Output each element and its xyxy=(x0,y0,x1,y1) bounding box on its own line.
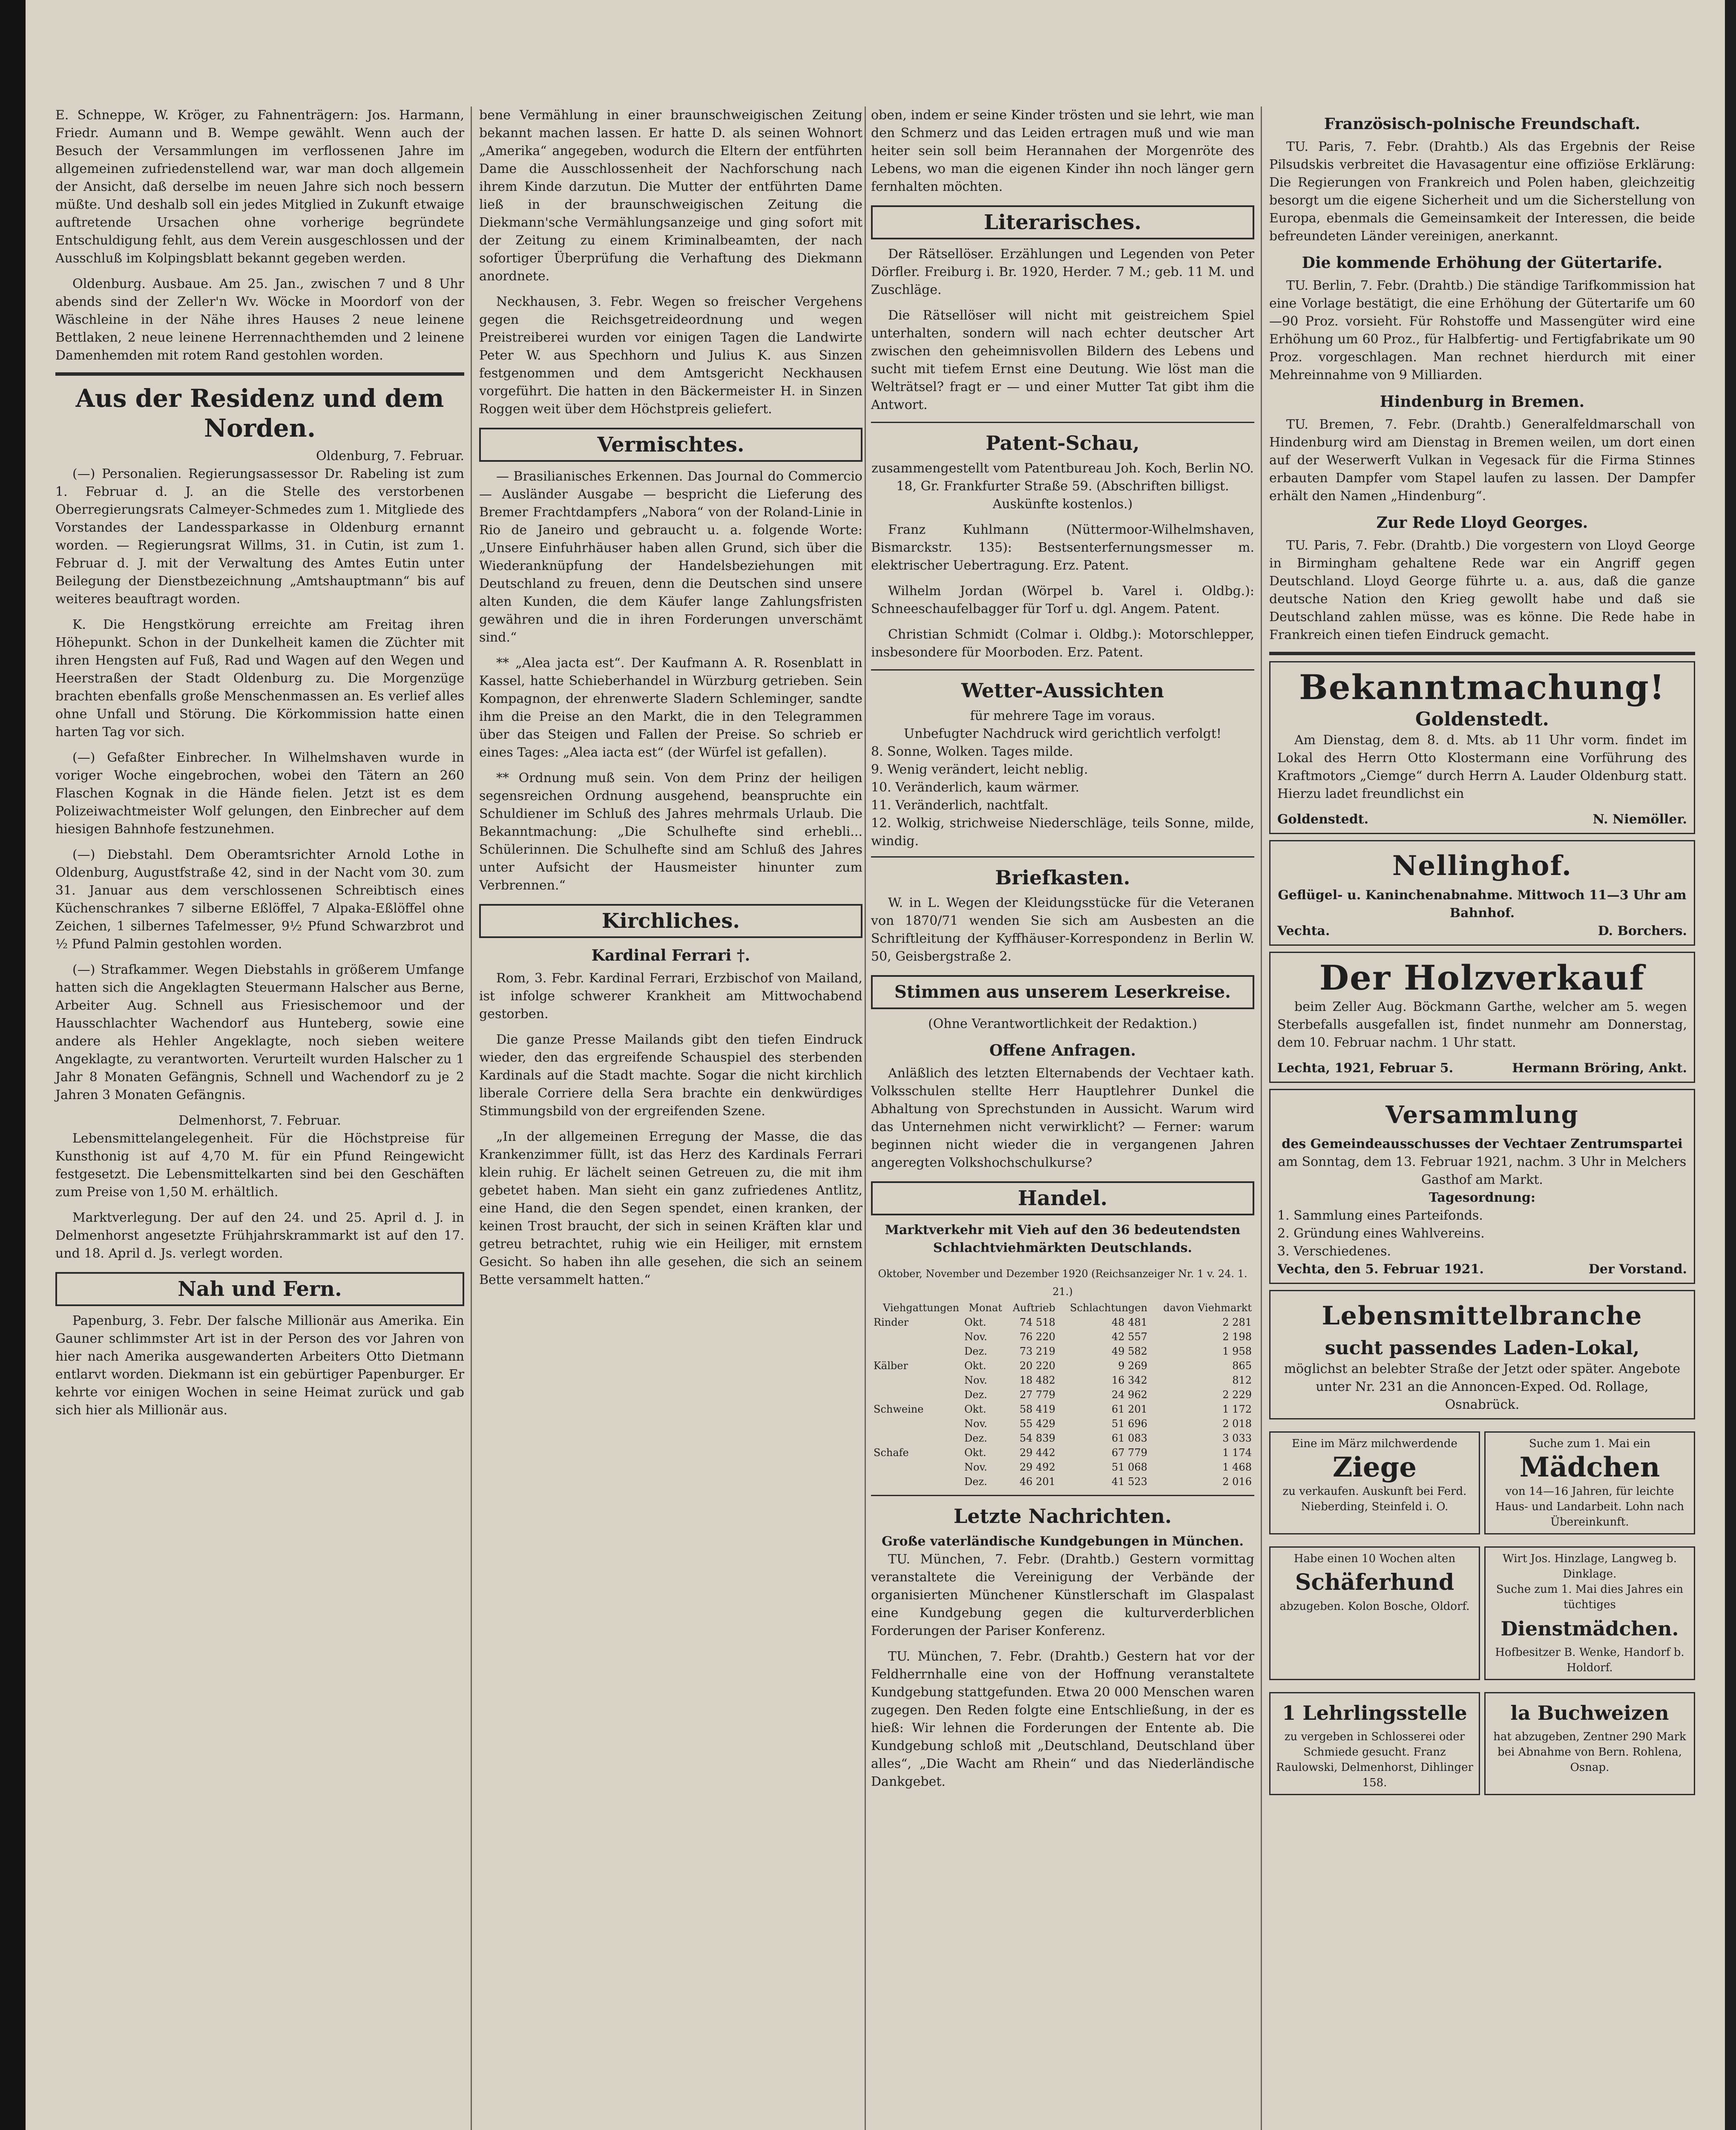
ad-text: beim Zeller Aug. Böckmann Garthe, welcher am 5. wegen Sterbefalls ausgefallen ist, findet nunmehr am Donnerstag, dem 10. Februar nachm. 1 Uhr statt. xyxy=(1277,999,1687,1050)
article-text: Christian Schmidt (Colmar i. Oldbg.): Motorschlepper, insbesondere für Moorboden. Erz. Patent. xyxy=(871,627,1254,660)
advertisement-schaeferhund xyxy=(1269,1546,1480,1680)
table-cell: 27 779 xyxy=(1019,1389,1055,1401)
advertisement-dienstmaedchen xyxy=(1484,1546,1695,1680)
ad-signature-left: Lechta, 1921, Februar 5. xyxy=(1277,1061,1454,1076)
advertisement-bekanntmachung xyxy=(1269,661,1695,834)
ad-title: Der Holzverkauf xyxy=(1319,958,1645,998)
divider xyxy=(871,669,1254,671)
table-cell: 16 342 xyxy=(1111,1374,1147,1386)
section-heading-wetter: Wetter-Aussichten xyxy=(961,679,1164,702)
ad-signature-right: N. Niemöller. xyxy=(1592,812,1687,827)
section-heading-literarisches: Literarisches. xyxy=(983,210,1142,234)
section-heading-vermischtes: Vermischtes. xyxy=(597,433,744,457)
article-text: (—) Personalien. Regierungsassessor Dr. Rabeling ist zum 1. Februar d. J. an die Stelle des verstorbenen Oberregierungsrats Calmeyer-Schmedes zum 1. Mitgliede des Vorstandes der Landessparkasse in Oldenburg ernannt worden. — Regierungsrat Willms, 31. in Cutin, ist zum 1. Februar d. J. mit der Verwaltung des Amtes Eutin unter Beilegung der Dienstbezeichnung „Amtshauptmann“ bis auf weiteres beauftragt worden. xyxy=(55,466,464,607)
article-text: „In der allgemeinen Erregung der Masse, die das Krankenzimmer füllt, ist das Herz des Kardinals Ferrari klein ruhig. Er lächelt seinen Getreuen zu, die mit ihm gebetet haben. Man sieht ein ganz zufriedenes Antlitz, eine Hand, die den Segen spendet, einen kranken, der keinen Trost braucht, der sich in seinen Kräften klar und getreu betrachtet, ruhig wie ein Heiliger, mit ernstem Gesicht. So haben ihn alle gesehen, die sich an seinem Bette versammelt hatten.“ xyxy=(479,1129,862,1287)
ad-text: abzugeben. Kolon Bosche, Oldorf. xyxy=(1279,1600,1470,1613)
article-text: — Brasilianisches Erkennen. Das Journal do Commercio — Ausländer Ausgabe — bespricht die Lieferung des Bremer Frachtdampfers „Nabora“ von der Roland-Linie in Rio de Janeiro und gebraucht u. a. folgende Worte: „Unsere Einfuhrhäuser haben allen Grund, sich über die Wiederanknüpfung der Handelsbeziehungen mit Deutschland zu freuen, denn die Deutschen sind unsere alten Kunden, die dem Käufer lange Zahlungsfristen gewähren und die in ihren Forderungen unverschämt sind.“ xyxy=(479,469,862,645)
table-cell: 46 201 xyxy=(1019,1476,1055,1488)
table-cell: 74 518 xyxy=(1019,1316,1055,1328)
table-cell: 41 523 xyxy=(1111,1476,1147,1488)
table-cell: 54 839 xyxy=(1019,1432,1055,1444)
article-text: Wilhelm Jordan (Wörpel b. Varel i. Oldbg.): Schneeschaufelbagger für Torf u. dgl. Angem. Patent. xyxy=(871,584,1254,616)
table-cell: Nov. xyxy=(964,1331,987,1343)
advertisement-ziege xyxy=(1269,1431,1480,1534)
advertisement-lebensmittel xyxy=(1269,1290,1695,1419)
ad-signature xyxy=(1277,1059,1687,1077)
table-cell: Schweine xyxy=(874,1403,924,1415)
table-cell: 3 033 xyxy=(1222,1432,1252,1444)
column-rule xyxy=(1261,106,1262,2130)
table-row xyxy=(871,1330,1254,1344)
article-headline: Französisch-polnische Freundschaft. xyxy=(1324,115,1641,133)
article-text: Rom, 3. Febr. Kardinal Ferrari, Erzbischof von Mailand, ist infolge schwerer Krankheit am Mittwochabend gestorben. xyxy=(479,971,862,1022)
table-cell: 1 172 xyxy=(1222,1403,1252,1415)
table-cell: Dez. xyxy=(964,1389,987,1401)
article-text: TU. München, 7. Febr. (Drahtb.) Gestern hat vor der Feldherrnhalle eine von der Hoffnung veranstaltete Kundgebung stattgefunden. Etwa 20 000 Menschen waren zugegen. Den Reden folgte eine Entschließung, in der es hieß: Wir lehnen die Forderungen der Entente ab. Die Kundgebung schloß mit „Deutschland, Deutschland über alles“, „Die Wacht am Rhein“ und das Niederländische Dankgebet. xyxy=(871,1649,1254,1789)
ad-text: Wirt Jos. Hinzlage, Langweg b. Dinklage. xyxy=(1502,1552,1677,1580)
table-cell: 51 068 xyxy=(1111,1461,1147,1473)
table-cell xyxy=(871,1387,962,1402)
agenda-item: 2. Gründung eines Wahlvereins. xyxy=(1277,1226,1485,1241)
article-text: TU. Paris, 7. Febr. (Drahtb.) Die vorgestern von Lloyd George in Birmingham gehaltene Rede war ein Angriff gegen Deutschland. Lloyd George führte u. a. aus, daß die ganze deutsche Nation den Krieg gewollt habe und daß sie Deutschland zahlen müsse, was es könne. Die Rede habe in Frankreich einen tiefen Eindruck gemacht. xyxy=(1269,538,1695,642)
section-heading-box xyxy=(55,1272,464,1306)
ad-text: zu vergeben in Schlosserei oder Schmiede gesucht. Franz Raulowski, Delmenhorst, Dihlinger 158. xyxy=(1276,1730,1473,1789)
article-text: Franz Kuhlmann (Nüttermoor-Wilhelmshaven, Bismarckstr. 135): Bestsenterfernungsmesser m. elektrischer Uebertragung. Erz. Patent. xyxy=(871,522,1254,573)
advertisement-buchweizen xyxy=(1484,1692,1695,1795)
weather-line: 8. Sonne, Wolken. Tages milde. xyxy=(871,744,1073,759)
article-text: Neckhausen, 3. Febr. Wegen so freischer Vergehens gegen die Reichsgetreideordnung und wegen Preistreiberei wurden vor einigen Tagen die Landwirte Peter W. aus Spechhorn und Julius K. aus Sinzen festgenommen und dem Amtsgericht Neckhausen vorgeführt. Die hatten in den Bäckermeister H. in Sinzen Roggen weit über dem Höchstpreis geliefert. xyxy=(479,294,862,417)
market-table xyxy=(871,1301,1254,1489)
table-cell: Kälber xyxy=(874,1360,908,1372)
table-cell: 55 429 xyxy=(1019,1418,1055,1430)
article-headline: Die kommende Erhöhung der Gütertarife. xyxy=(1302,254,1663,272)
article-text: (—) Gefaßter Einbrecher. In Wilhelmshaven wurde in voriger Woche eingebrochen, wobei den Tätern an 260 Flaschen Kognak in die Hände fielen. Jetzt ist es dem Polizeiwachtmeister Wolf gelungen, den Einbrecher auf dem hiesigen Bahnhofe festzunehmen. xyxy=(55,750,464,837)
table-cell: Rinder xyxy=(874,1316,909,1328)
article-text: TU. München, 7. Febr. (Drahtb.) Gestern vormittag veranstaltete die Vereinigung der Verbände der organisierten Münchener Künstlerschaft im Glaspalast eine Kundgebung gegen die kulturverderblichen Forderungen der Pariser Konferenz. xyxy=(871,1552,1254,1638)
ad-text: möglichst an belebter Straße der Jetzt oder später. Angebote unter Nr. 231 an die Annoncen-Exped. Od. Rollage, Osnabrück. xyxy=(1284,1361,1681,1412)
table-cell: Okt. xyxy=(964,1316,986,1328)
ad-signature xyxy=(1277,1261,1687,1278)
ad-title: Bekanntmachung! xyxy=(1299,667,1665,707)
ad-subtitle: sucht passendes Laden-Lokal, xyxy=(1325,1337,1640,1359)
ad-title: Schäferhund xyxy=(1295,1569,1454,1595)
table-cell: 24 962 xyxy=(1111,1389,1147,1401)
section-divider xyxy=(55,372,464,376)
table-row xyxy=(871,1344,1254,1359)
section-heading-letzte: Letzte Nachrichten. xyxy=(954,1505,1172,1528)
weather-line: 12. Wolkig, strichweise Niederschläge, teils Sonne, milde, windig. xyxy=(871,816,1254,849)
weather-line: 11. Veränderlich, nachtfalt. xyxy=(871,798,1049,813)
subheading: Große vaterländische Kundgebungen in München. xyxy=(882,1534,1244,1549)
article-text: bene Vermählung in einer braunschweigischen Zeitung bekannt machen lassen. Er hatte D. als seinen Wohnort „Amerika“ angegeben, wodurch die Eltern der entführten Dame die Ausschlossenheit der Nachforschung nach ihrem Kinde darzutun. Die Mutter der entführten Dame ließ in der braunschweigischen Zeitung die Diekmann'sche Vermählungsanzeige und ging sofort mit der Zeitung zu einem Kriminalbeamten, der nach sofortiger Überprüfung die Verhaftung des Diekmann anordnete. xyxy=(479,108,862,284)
column-rule xyxy=(471,106,472,2130)
subheading: (Ohne Verantwortlichkeit der Redaktion.) xyxy=(928,1016,1197,1031)
ad-subtitle: des Gemeindeausschusses der Vechtaer Zentrumspartei xyxy=(1282,1137,1683,1151)
article-text: K. Die Hengstkörung erreichte am Freitag ihren Höhepunkt. Schon in der Dunkelheit kamen die Züchter mit ihren Hengsten auf Fuß, Rad und Wagen auf den Wegen und Heerstraßen der Stadt Oldenburg zu. Die Morgenzüge brachten ebenfalls große Menschenmassen an. Es verlief alles ohne Unfall und Störung. Die Körkommission hatte einen harten Tag vor sich. xyxy=(55,617,464,740)
article-headline: Zur Rede Lloyd Georges. xyxy=(1376,514,1588,532)
agenda-item: 3. Verschiedenes. xyxy=(1277,1244,1391,1259)
table-cell: 58 419 xyxy=(1019,1403,1055,1415)
subheading: Marktverkehr mit Vieh auf den 36 bedeutendsten Schlachtviehmärkten Deutschlands. xyxy=(885,1223,1241,1255)
newspaper-page xyxy=(26,0,1725,2130)
table-cell: Schafe xyxy=(874,1447,909,1459)
article-text: Oldenburg. Ausbaue. Am 25. Jan., zwischen 7 und 8 Uhr abends sind der Zeller'n Wv. Wöcke in Moordorf von der Wäschleine in der Nähe ihres Hauses 2 neue leinene Bettlaken, 2 neue leinene Herrennachthemden und 2 leinene Damenhemden mit rotem Rand gestohlen worden. xyxy=(55,276,464,363)
table-row xyxy=(871,1402,1254,1416)
ad-text: Suche zum 1. Mai ein xyxy=(1529,1437,1651,1450)
article-text: (—) Diebstahl. Dem Oberamtsrichter Arnold Lothe in Oldenburg, Augustfstraße 42, sind in der Nacht vom 30. zum 31. Januar aus dem verschlossenen Schreibtisch eines Küchenschrankes 7 silberne Eßlöffel, 7 Alpaka-Eßlöffel ohne Zeichen, 1 silbernes Tafelmesser, 9½ Pfund Schwarzbrot und ½ Pfund Palmin gestohlen worden. xyxy=(55,847,464,952)
table-row xyxy=(871,1416,1254,1431)
advertisement-nellinghof xyxy=(1269,840,1695,946)
section-heading-kirchliches: Kirchliches. xyxy=(601,909,740,933)
ad-title: la Buchweizen xyxy=(1510,1701,1669,1724)
ad-title: Nellinghof. xyxy=(1392,850,1572,882)
ad-signature-right: Hermann Bröring, Ankt. xyxy=(1512,1061,1687,1076)
table-header-cell: Schlachtungen xyxy=(1070,1302,1147,1314)
ad-text: zu verkaufen. Auskunft bei Ferd. Nieberding, Steinfeld i. O. xyxy=(1282,1485,1467,1513)
article-text: Die Rätsellöser will nicht mit geistreichem Spiel unterhalten, sondern will nach echter deutscher Art zwischen den geheimnisvollen Bildern des Lebens und sucht mit tiefem Ernst eine Deutung. Wie löst man die Welträtsel? fragt er — und einer Mutter Tat gibt ihm die Antwort. xyxy=(871,308,1254,412)
table-header-cell: Monat xyxy=(969,1302,1002,1314)
ad-text: Eine im März milchwerdende xyxy=(1292,1437,1457,1450)
column-3 xyxy=(871,106,1254,1799)
column-4 xyxy=(1269,106,1695,1801)
ad-text: Hofbesitzer B. Wenke, Handorf b. Holdorf. xyxy=(1495,1646,1684,1674)
table-cell: 2 281 xyxy=(1222,1316,1252,1328)
article-text: Der Rätsellöser. Erzählungen und Legenden von Peter Dörfler. Freiburg i. Br. 1920, Herder. 7 M.; geb. 11 M. und Zuschläge. xyxy=(871,247,1254,297)
section-heading-patent: Patent-Schau, xyxy=(986,432,1140,455)
table-cell: Okt. xyxy=(964,1403,986,1415)
section-heading-residenz: Aus der Residenz und dem Norden. xyxy=(75,384,444,443)
ad-text: hat abzugeben, Zentner 290 Mark bei Abnahme von Bern. Rohlena, Osnap. xyxy=(1493,1730,1686,1774)
table-cell: 73 219 xyxy=(1019,1345,1055,1357)
ad-text: Habe einen 10 Wochen alten xyxy=(1293,1552,1456,1565)
table-cell: 2 018 xyxy=(1222,1418,1252,1430)
divider xyxy=(871,856,1254,858)
table-row xyxy=(871,1387,1254,1402)
table-cell: 48 481 xyxy=(1111,1316,1147,1328)
ad-subtitle: Goldenstedt. xyxy=(1415,708,1549,730)
article-text: TU. Bremen, 7. Febr. (Drahtb.) Generalfeldmarschall von Hindenburg wird am Dienstag in Bremen weilen, um dort einen auf der Weserwerft Vulkan in Vegesack für die Firma Stinnes erbauten Dampfer vom Stapel laufen zu lassen. Der Dampfer erhält den Namen „Hindenburg“. xyxy=(1269,417,1695,504)
table-cell: 49 582 xyxy=(1111,1345,1147,1357)
ad-text: Suche zum 1. Mai dies Jahres ein tüchtiges xyxy=(1496,1583,1684,1611)
dateline: Delmenhorst, 7. Februar. xyxy=(178,1113,341,1128)
table-cell: 865 xyxy=(1232,1360,1252,1372)
ad-title: Dienstmädchen. xyxy=(1500,1617,1679,1640)
ad-text: Geflügel- u. Kaninchenabnahme. Mittwoch 11—3 Uhr am Bahnhof. xyxy=(1278,888,1687,921)
ad-title: Versammlung xyxy=(1385,1101,1579,1129)
table-cell xyxy=(871,1474,962,1489)
table-cell: 2 016 xyxy=(1222,1476,1252,1488)
article-text: W. in L. Wegen der Kleidungsstücke für die Veteranen von 1870/71 wenden Sie sich am Ausbesten an die Schriftleitung der Kyffhäuser-Korrespondenz in Berlin W. 50, Geisbergstraße 2. xyxy=(871,895,1254,964)
ad-title: 1 Lehrlingsstelle xyxy=(1282,1701,1467,1724)
table-cell: 42 557 xyxy=(1111,1331,1147,1343)
weather-line: 9. Wenig verändert, leicht neblig. xyxy=(871,762,1088,777)
section-heading-box xyxy=(479,428,862,462)
table-row xyxy=(871,1431,1254,1445)
table-cell xyxy=(871,1330,962,1344)
column-2 xyxy=(479,106,862,1297)
divider xyxy=(871,1495,1254,1496)
table-cell: 51 696 xyxy=(1111,1418,1147,1430)
ad-title: Mädchen xyxy=(1519,1451,1660,1483)
table-cell: 2 198 xyxy=(1222,1331,1252,1343)
table-cell: 76 220 xyxy=(1019,1331,1055,1343)
article-text: Anläßlich des letzten Elternabends der Vechtaer kath. Volksschulen stellte Herr Hauptlehrer Dunkel die Abhaltung von Sprechstunden in Aussicht. Warum wird das Unternehmen nicht verwirklicht? — Ferner: warum beginnen nicht wieder die in vergangenen Jahren angeregten Volkshochschulkurse? xyxy=(871,1066,1254,1170)
table-cell: Dez. xyxy=(964,1345,987,1357)
table-cell: 20 220 xyxy=(1019,1360,1055,1372)
article-text: Lebensmittelangelegenheit. Für die Höchstpreise für Kunsthonig ist auf 4,70 M. für ein Pfund Reingewicht festgesetzt. Die Lebensmittelkarten sind bei den Geschäften zum Preise von 1,50 M. erhältlich. xyxy=(55,1131,464,1200)
article-text: (—) Strafkammer. Wegen Diebstahls in größerem Umfange hatten sich die Angeklagten Steuermann Halscher aus Berne, Arbeiter Aug. Schnell aus Friesischemoor und der Hausschlachter Wachendorf aus Hunteberg, sowie eine andere als Hehler Angeklagte, noch sieben weitere Angeklagte, zu verantworten. Verurteilt wurden Halscher zu 1 Jahr 8 Monaten Gefängnis, Schnell und Wachendorf zu je 2 Jahren 3 Monaten Gefängnis. xyxy=(55,962,464,1102)
table-cell xyxy=(871,1431,962,1445)
ad-signature-right: Der Vorstand. xyxy=(1588,1262,1687,1277)
table-row xyxy=(871,1315,1254,1330)
table-cell: Nov. xyxy=(964,1461,987,1473)
subheading: Oktober, November und Dezember 1920 (Reichsanzeiger Nr. 1 v. 24. 1. 21.) xyxy=(878,1268,1247,1298)
ad-signature-left: Vechta. xyxy=(1277,924,1330,938)
table-header-cell: Auftrieb xyxy=(1012,1302,1055,1314)
table-row xyxy=(871,1445,1254,1460)
article-text: Die ganze Presse Mailands gibt den tiefen Eindruck wieder, den das ergreifende Schauspiel des sterbenden Kardinals auf die Stadt machte. Sogar die nicht kirchlich liberale Corriere della Sera brachte ein denkwürdiges Stimmungsbild von der ergreifenden Szene. xyxy=(479,1032,862,1119)
advertisement-lehrlingsstelle xyxy=(1269,1692,1480,1795)
section-heading-handel: Handel. xyxy=(1017,1186,1108,1210)
ad-signature xyxy=(1277,811,1687,829)
table-cell: 67 779 xyxy=(1111,1447,1147,1459)
table-header-row xyxy=(871,1301,1254,1315)
table-cell: Nov. xyxy=(964,1418,987,1430)
article-text: TU. Paris, 7. Febr. (Drahtb.) Als das Ergebnis der Reise Pilsudskis verbreitet die Havasagentur eine offiziöse Erklärung: Die Regierungen von Frankreich und Polen haben, gleichzeitig besorgt um die eigene Sicherheit und um die Sicherstellung von Europa, ebenmals die Gemeinsamkeit der Interessen, die beide befreundeten Länder vereinigen, anerkannt. xyxy=(1269,139,1695,244)
table-row xyxy=(871,1373,1254,1387)
table-cell: 29 492 xyxy=(1019,1461,1055,1473)
subheading: zusammengestellt vom Patentbureau Joh. Koch, Berlin NO. 18, Gr. Frankfurter Straße 59. (Abschriften billigst. Auskünfte kostenlos.) xyxy=(871,461,1254,512)
divider xyxy=(871,422,1254,423)
agenda-item: 1. Sammlung eines Parteifonds. xyxy=(1277,1208,1483,1223)
ad-title: Lebensmittelbranche xyxy=(1322,1301,1643,1331)
table-cell: 1 958 xyxy=(1222,1345,1252,1357)
subheading: für mehrere Tage im voraus. xyxy=(970,708,1155,723)
table-cell xyxy=(871,1344,962,1359)
article-text: E. Schneppe, W. Kröger, zu Fahnenträgern: Jos. Harmann, Friedr. Aumann und B. Wempe gewählt. Wenn auch der Besuch der Versammlungen im verflossenen Jahre im allgemeinen zufriedenstellend war, war man doch allgemein der Ansicht, daß derselbe im neuen Jahre sich noch bessern müßte. Und deshalb soll ein jedes Mitglied in Zukunft etwaige auftretende Ursachen ohne vorherige begründete Entschuldigung fehlt, aus dem Verein ausgeschlossen und der Ausschluß im Kolpingsblatt bekannt gegeben werden. xyxy=(55,108,464,266)
table-cell: Okt. xyxy=(964,1360,986,1372)
table-header-cell: Viehgattungen xyxy=(882,1302,960,1314)
ad-signature-left: Goldenstedt. xyxy=(1277,812,1369,827)
note: Unbefugter Nachdruck wird gerichtlich verfolgt! xyxy=(904,726,1222,741)
table-cell: 61 201 xyxy=(1111,1403,1147,1415)
column-1 xyxy=(55,106,464,1427)
small-ads-row xyxy=(1269,1425,1695,1540)
table-row xyxy=(871,1359,1254,1373)
table-cell: 2 229 xyxy=(1222,1389,1252,1401)
section-heading-stimmen: Stimmen aus unserem Leserkreise. xyxy=(894,982,1231,1002)
section-heading-briefkasten: Briefkasten. xyxy=(995,866,1130,889)
ad-signature-right: D. Borchers. xyxy=(1598,924,1687,938)
table-cell: Nov. xyxy=(964,1374,987,1386)
section-heading-box xyxy=(871,975,1254,1009)
article-text: oben, indem er seine Kinder trösten und sie lehrt, wie man den Schmerz und das Leiden ertragen muß und wie man heiter sein soll beim Herannahen der Morgenröte des Lebens, wo man die eigenen Kinder ihn noch länger gern fernhalten möchten. xyxy=(871,108,1254,194)
table-cell: 29 442 xyxy=(1019,1447,1055,1459)
section-heading-box xyxy=(479,904,862,938)
table-cell: 9 269 xyxy=(1118,1360,1147,1372)
dateline: Oldenburg, 7. Februar. xyxy=(316,449,464,463)
section-heading-box xyxy=(871,1181,1254,1215)
table-cell: Dez. xyxy=(964,1476,987,1488)
table-row xyxy=(871,1474,1254,1489)
article-text: Marktverlegung. Der auf den 24. und 25. April d. J. in Delmenhorst angesetzte Frühjahrskrammarkt ist auf den 17. und 18. April d. Js. verlegt worden. xyxy=(55,1210,464,1261)
advertisement-holzverkauf xyxy=(1269,952,1695,1083)
table-cell: Okt. xyxy=(964,1447,986,1459)
article-headline: Offene Anfragen. xyxy=(989,1042,1136,1059)
section-heading-nah-und-fern: Nah und Fern. xyxy=(178,1277,342,1301)
article-text: Papenburg, 3. Febr. Der falsche Millionär aus Amerika. Ein Gauner schlimmster Art ist in der Person des vor Jahren von hier nach Amerika ausgewanderten Arbeiters Otto Dietmann entlarvt worden. Diekmann ist ein gebürtiger Papenburger. Er kehrte vor einigen Wochen in seine Heimat zurück und gab sich hier als Millionär aus. xyxy=(55,1313,464,1418)
table-header-cell: davon Viehmarkt xyxy=(1163,1302,1252,1314)
small-ads-row xyxy=(1269,1686,1695,1801)
small-ads-row xyxy=(1269,1540,1695,1686)
article-text: TU. Berlin, 7. Febr. (Drahtb.) Die ständige Tarifkommission hat eine Vorlage bestätigt, die eine Erhöhung der Gütertarife um 60—90 Proz. vorsieht. Für Rohstoffe und Massengüter wird eine Erhöhung um 60 Proz., für Halbfertig- und Fertigfabrikate um 90 Proz. vorgeschlagen. Man rechnet hierdurch mit einer Mehreinnahme von 9 Milliarden. xyxy=(1269,278,1695,383)
table-cell xyxy=(871,1416,962,1431)
binding-gutter xyxy=(0,0,26,2130)
table-cell: 1 468 xyxy=(1222,1461,1252,1473)
ad-text: am Sonntag, dem 13. Februar 1921, nachm. 3 Uhr in Melchers Gasthof am Markt. xyxy=(1278,1154,1687,1187)
weather-line: 10. Veränderlich, kaum wärmer. xyxy=(871,780,1080,795)
article-headline: Kardinal Ferrari †. xyxy=(591,947,750,964)
table-cell: 812 xyxy=(1232,1374,1252,1386)
advertisement-versammlung xyxy=(1269,1089,1695,1284)
table-cell xyxy=(871,1373,962,1387)
ad-signature xyxy=(1277,922,1687,940)
table-row xyxy=(871,1460,1254,1474)
advertisement-maedchen xyxy=(1484,1431,1695,1534)
ad-signature-left: Vechta, den 5. Februar 1921. xyxy=(1277,1262,1484,1277)
table-cell xyxy=(871,1460,962,1474)
ad-text: Am Dienstag, dem 8. d. Mts. ab 11 Uhr vorm. findet im Lokal des Herrn Otto Klostermann eine Vorführung des Kraftmotors „Ciemge“ durch Herrn A. Lauder Oldenburg statt. Hierzu ladet freundlichst ein xyxy=(1277,733,1687,801)
table-cell: 18 482 xyxy=(1019,1374,1055,1386)
table-cell: 1 174 xyxy=(1222,1447,1252,1459)
article-headline: Hindenburg in Bremen. xyxy=(1380,393,1585,411)
article-text: ** Ordnung muß sein. Von dem Prinz der heiligen segensreichen Ordnung ausgehend, beanspruchte ein Schuldiener im Schluß des Jahres mehrmals Urlaub. Die Bekanntmachung: „Die Schulhefte sind erhebli... Schülerinnen. Die Schulhefte sind am Schluß des Jahres unter Aufsicht der Hausmeister hinunter zum Verbrennen.“ xyxy=(479,771,862,893)
agenda-title: Tagesordnung: xyxy=(1428,1190,1536,1205)
section-heading-box xyxy=(871,205,1254,239)
column-rule xyxy=(865,106,866,2130)
table-cell: 61 083 xyxy=(1111,1432,1147,1444)
section-divider xyxy=(1269,652,1695,655)
table-body xyxy=(871,1315,1254,1489)
ad-title: Ziege xyxy=(1332,1451,1417,1483)
table-cell: Dez. xyxy=(964,1432,987,1444)
article-text: ** „Alea jacta est“. Der Kaufmann A. R. Rosenblatt in Kassel, hatte Schieberhandel in Würzburg getrieben. Sein Kompagnon, der ehrenwerte Sladern Schleminger, sandte ihm die Preise an den Markt, die in den Telegrammen über das Steigen und Fallen der Preise. So schrieb er eines Tages: „Alea iacta est“ (der Würfel ist gefallen). xyxy=(479,656,862,760)
ad-text: von 14—16 Jahren, für leichte Haus- und Landarbeit. Lohn nach Übereinkunft. xyxy=(1495,1485,1684,1528)
